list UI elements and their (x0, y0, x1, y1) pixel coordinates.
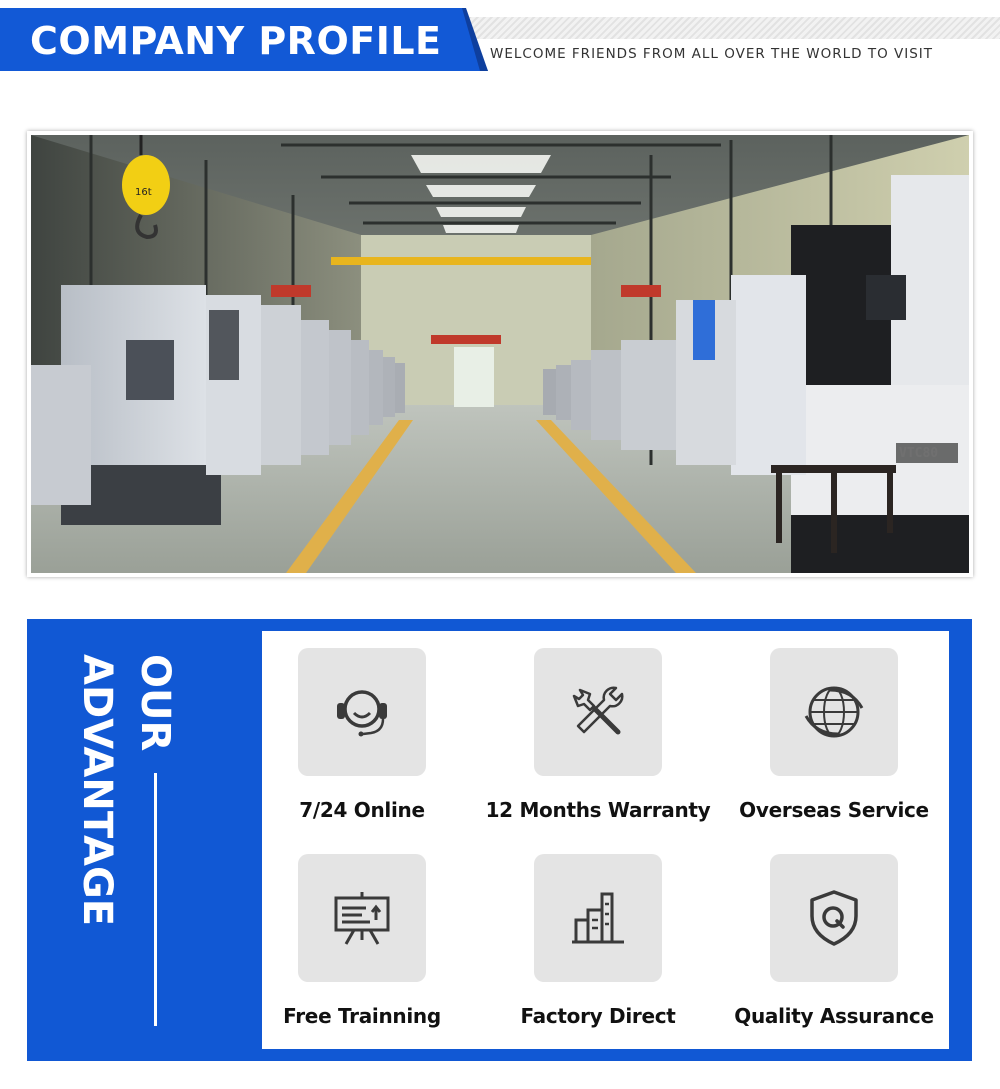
advantage-item-overseas (716, 648, 952, 823)
icon-tile (770, 648, 898, 776)
header-stripe (455, 17, 1000, 39)
factory-photo-frame (27, 131, 973, 577)
factory-icon (568, 888, 628, 948)
advantage-card (262, 631, 949, 1049)
advantage-label: 12 Months Warranty (485, 798, 711, 822)
icon-tile (298, 648, 426, 776)
advantage-label: Quality Assurance (734, 1004, 934, 1028)
icon-tile (534, 648, 662, 776)
quality-shield-icon (804, 888, 864, 948)
advantage-item-quality (716, 854, 952, 1029)
advantage-heading-advantage: ADVANTAGE (74, 654, 120, 927)
advantage-label: Factory Direct (520, 1004, 676, 1028)
advantage-panel (27, 619, 972, 1061)
advantage-item-online (244, 648, 480, 823)
icon-tile (534, 854, 662, 982)
advantage-heading (74, 654, 178, 934)
headset-icon (332, 682, 392, 742)
hook-label: 16t (135, 187, 152, 198)
tools-icon (568, 682, 628, 742)
page-subtitle: WELCOME FRIENDS FROM ALL OVER THE WORLD TO VISIT (490, 46, 933, 62)
advantage-item-factory (480, 854, 716, 1029)
icon-tile (298, 854, 426, 982)
icon-tile (770, 854, 898, 982)
advantage-label: Overseas Service (739, 798, 929, 822)
page-title: COMPANY PROFILE (30, 19, 442, 63)
header-banner (0, 0, 1000, 75)
advantage-heading-our: OUR (132, 654, 178, 752)
advantage-item-warranty (480, 648, 716, 823)
factory-photo (31, 135, 969, 573)
globe-icon (804, 682, 864, 742)
advantage-label: 7/24 Online (299, 798, 425, 822)
presentation-board-icon (332, 888, 392, 948)
advantage-label: Free Trainning (283, 1004, 441, 1028)
heading-divider (154, 773, 157, 1026)
advantage-item-training (244, 854, 480, 1029)
